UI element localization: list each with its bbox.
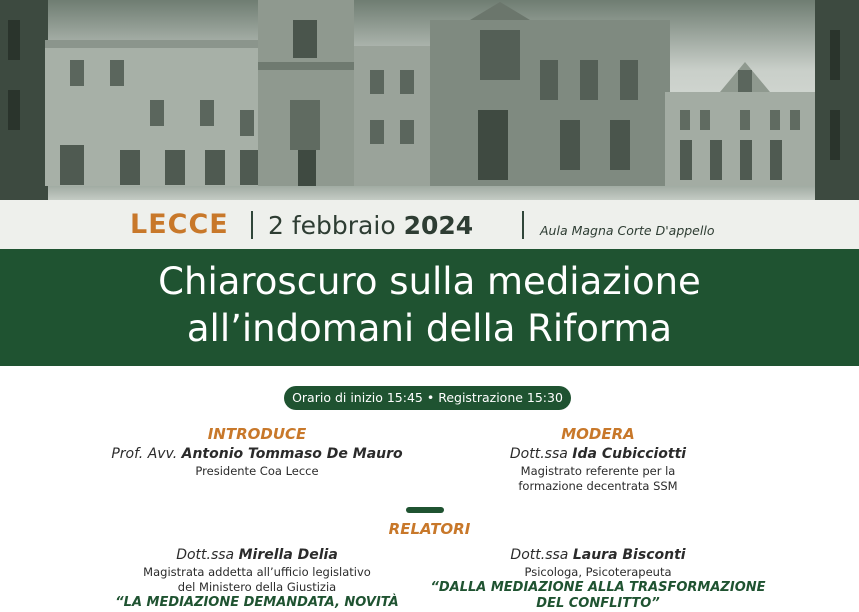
introduce-role-desc: Presidente Coa Lecce <box>195 464 319 478</box>
relatore-right-name: Laura Bisconti <box>572 547 686 563</box>
event-city: LECCE <box>130 209 229 240</box>
introduce-block <box>77 424 437 479</box>
introduce-name: Antonio Tommaso De Mauro <box>181 446 403 462</box>
modera-name: Ida Cubicciotti <box>572 446 687 462</box>
event-title <box>0 258 859 352</box>
header-photo <box>0 0 859 200</box>
event-title-line-1: Chiaroscuro sulla mediazione <box>158 260 701 303</box>
relatore-left-block <box>77 545 437 611</box>
modera-title: Dott.ssa <box>509 446 568 462</box>
event-year: 2024 <box>403 211 474 240</box>
relatore-left-talk: “LA MEDIAZIONE DEMANDATA, NOVITÀ <box>115 595 399 610</box>
schedule-badge: Orario di inizio 15:45 • Registrazione 15:30 <box>284 386 571 410</box>
relatore-right-desc-line-1: Psicologa, Psicoterapeuta <box>524 565 672 579</box>
relatori-heading: RELATORI <box>388 520 471 538</box>
modera-desc-line-2: formazione decentrata SSM <box>518 479 678 493</box>
section-divider <box>406 507 444 513</box>
introduce-speaker <box>77 444 437 464</box>
relatore-right-speaker <box>418 545 778 565</box>
event-venue: Aula Magna Corte D'appello <box>540 223 715 238</box>
venue-separator <box>522 211 524 239</box>
relatore-left-desc-line-2: del Ministero della Giustizia <box>177 580 337 594</box>
date-separator <box>251 211 253 239</box>
relatore-right-talk-line-2: DEL CONFLITTO” <box>536 596 660 611</box>
event-date-day: 2 febbraio <box>268 211 396 240</box>
introduce-heading: INTRODUCE <box>207 425 307 443</box>
relatore-left-title: Dott.ssa <box>176 547 235 563</box>
modera-heading: MODERA <box>561 425 635 443</box>
relatore-right-block <box>418 545 778 612</box>
event-title-line-2: all’indomani della Riforma <box>186 307 673 350</box>
modera-desc-line-1: Magistrato referente per la <box>520 464 676 478</box>
relatore-right-title: Dott.ssa <box>510 547 569 563</box>
modera-speaker <box>418 444 778 464</box>
relatore-left-speaker <box>77 545 437 565</box>
relatore-right-talk-line-1: “DALLA MEDIAZIONE ALLA TRASFORMAZIONE <box>430 580 766 595</box>
event-date <box>268 211 473 241</box>
introduce-title: Prof. Avv. <box>111 446 178 462</box>
relatore-left-name: Mirella Delia <box>238 547 338 563</box>
relatore-left-desc-line-1: Magistrata addetta all’ufficio legislativo <box>143 565 371 579</box>
modera-block <box>418 424 778 494</box>
